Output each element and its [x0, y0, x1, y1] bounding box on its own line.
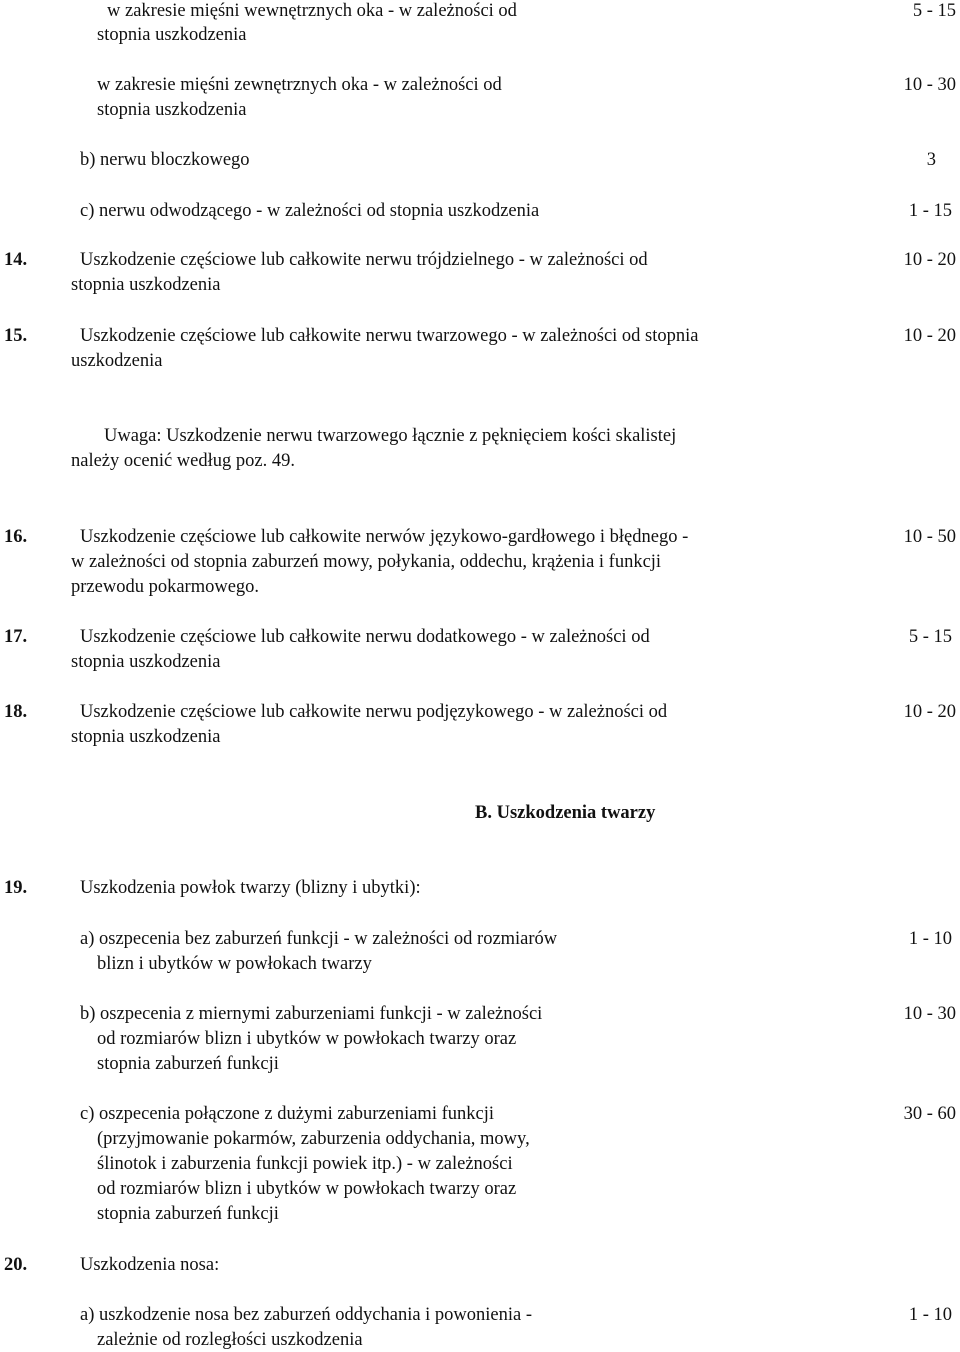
- row-11-line-0: Uszkodzenia powłok twarzy (blizny i ubytki):: [80, 878, 421, 898]
- row-13-value: 10 - 30: [903, 1004, 956, 1024]
- row-1-line-0: w zakresie mięśni zewnętrznych oka - w zależności od: [97, 75, 502, 95]
- row-7-line-0: Uszkodzenie częściowe lub całkowite nerwów językowo-gardłowego i błędnego -: [80, 527, 689, 547]
- row-16-value: 1 - 10: [908, 1305, 952, 1325]
- row-16-line-0: a) uszkodzenie nosa bez zaburzeń oddychania i powonienia -: [80, 1305, 533, 1325]
- row-12-line-1: blizn i ubytków w powłokach twarzy: [97, 954, 372, 974]
- item-number-20: 20.: [4, 1255, 28, 1275]
- row-5-line-1: uszkodzenia: [71, 351, 163, 371]
- row-8-line-1: stopnia uszkodzenia: [71, 652, 221, 672]
- row-13-line-1: od rozmiarów blizn i ubytków w powłokach twarzy oraz: [97, 1029, 517, 1049]
- row-4-line-0: Uszkodzenie częściowe lub całkowite nerwu trójdzielnego - w zależności od: [80, 250, 648, 270]
- row-14-line-4: stopnia zaburzeń funkcji: [97, 1204, 279, 1224]
- item-number-14: 14.: [4, 250, 28, 270]
- item-number-18: 18.: [4, 702, 28, 722]
- row-14-line-3: od rozmiarów blizn i ubytków w powłokach twarzy oraz: [97, 1179, 517, 1199]
- item-number-19: 19.: [4, 878, 28, 898]
- row-3-line-0: c) nerwu odwodzącego - w zależności od stopnia uszkodzenia: [80, 201, 540, 221]
- note-line-0: Uwaga: Uszkodzenie nerwu twarzowego łącznie z pęknięciem kości skalistej: [104, 426, 677, 446]
- row-3-value: 1 - 15: [908, 201, 952, 221]
- row-2-line-0: b) nerwu bloczkowego: [80, 150, 250, 170]
- row-12-value: 1 - 10: [908, 929, 952, 949]
- row-14-line-1: (przyjmowanie pokarmów, zaburzenia oddychania, mowy,: [97, 1129, 530, 1149]
- item-number-17: 17.: [4, 627, 28, 647]
- row-0-line-0: w zakresie mięśni wewnętrznych oka - w zależności od: [107, 1, 517, 21]
- row-2-value: 3: [926, 150, 936, 170]
- row-9-line-0: Uszkodzenie częściowe lub całkowite nerwu podjęzykowego - w zależności od: [80, 702, 668, 722]
- row-8-value: 5 - 15: [908, 627, 952, 647]
- note-line-1: należy ocenić według poz. 49.: [71, 451, 295, 471]
- row-9-line-1: stopnia uszkodzenia: [71, 727, 221, 747]
- row-7-value: 10 - 50: [903, 527, 956, 547]
- row-5-line-0: Uszkodzenie częściowe lub całkowite nerwu twarzowego - w zależności od stopnia: [80, 326, 699, 346]
- row-7-line-1: w zależności od stopnia zaburzeń mowy, połykania, oddechu, krążenia i funkcji: [71, 552, 662, 572]
- row-14-line-0: c) oszpecenia połączone z dużymi zaburzeniami funkcji: [80, 1104, 494, 1124]
- row-13-line-0: b) oszpecenia z miernymi zaburzeniami funkcji - w zależności: [80, 1004, 543, 1024]
- section-heading: B. Uszkodzenia twarzy: [475, 803, 656, 823]
- row-1-value: 10 - 30: [903, 75, 956, 95]
- row-14-value: 30 - 60: [903, 1104, 956, 1124]
- row-7-line-2: przewodu pokarmowego.: [71, 577, 260, 597]
- row-4-value: 10 - 20: [903, 250, 956, 270]
- row-4-line-1: stopnia uszkodzenia: [71, 275, 221, 295]
- row-12-line-0: a) oszpecenia bez zaburzeń funkcji - w zależności od rozmiarów: [80, 929, 558, 949]
- item-number-16: 16.: [4, 527, 28, 547]
- row-0-line-1: stopnia uszkodzenia: [97, 25, 247, 45]
- row-1-line-1: stopnia uszkodzenia: [97, 100, 247, 120]
- row-8-line-0: Uszkodzenie częściowe lub całkowite nerwu dodatkowego - w zależności od: [80, 627, 650, 647]
- row-0-value: 5 - 15: [912, 1, 956, 21]
- row-16-line-1: zależnie od rozległości uszkodzenia: [97, 1330, 363, 1350]
- row-15-line-0: Uszkodzenia nosa:: [80, 1255, 220, 1275]
- item-number-15: 15.: [4, 326, 28, 346]
- row-5-value: 10 - 20: [903, 326, 956, 346]
- row-14-line-2: ślinotok i zaburzenia funkcji powiek itp.) - w zależności: [97, 1154, 513, 1174]
- row-9-value: 10 - 20: [903, 702, 956, 722]
- row-13-line-2: stopnia zaburzeń funkcji: [97, 1054, 279, 1074]
